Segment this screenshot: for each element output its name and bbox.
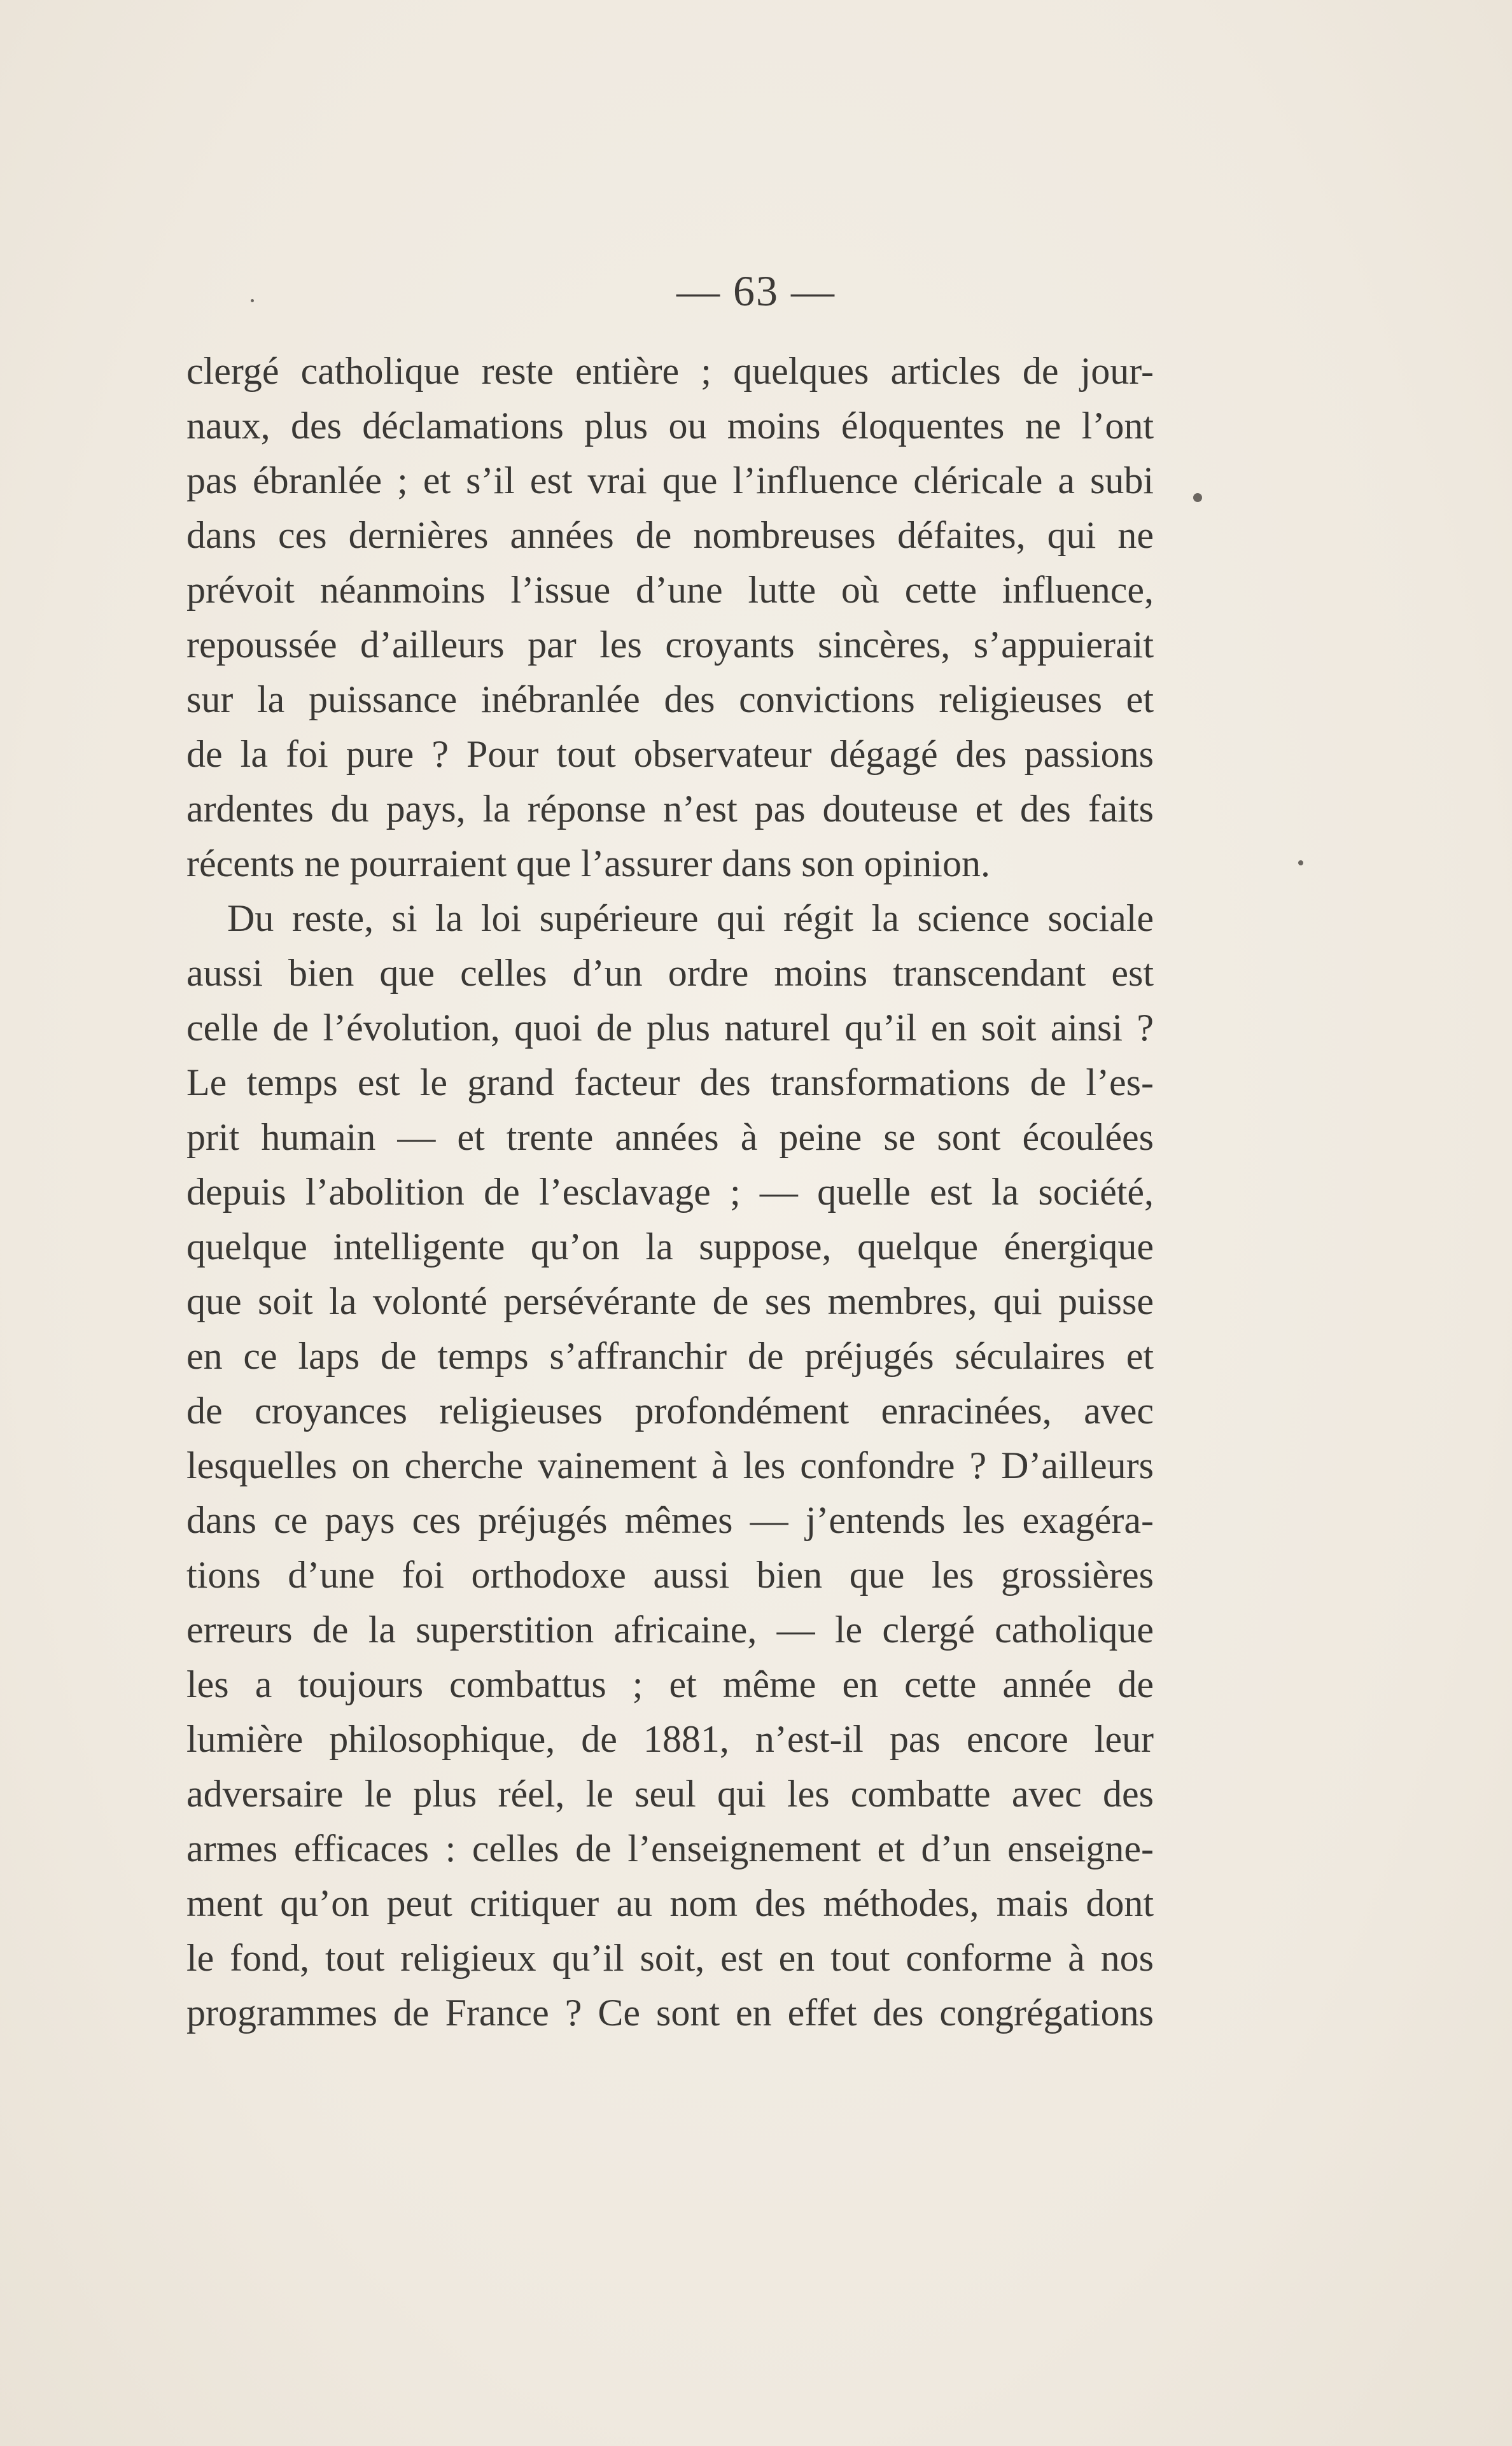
text-line: les a toujours combattus ; et même en cette année de bbox=[186, 1663, 1154, 1705]
text-line: aussi bien que celles d’un ordre moins transcendant est bbox=[186, 952, 1154, 994]
text-line: Le temps est le grand facteur des transformations de l’es- bbox=[186, 1061, 1154, 1103]
text-line: depuis l’abolition de l’esclavage ; — quelle est la société, bbox=[186, 1171, 1154, 1213]
text-line: prit humain — et trente années à peine se sont écoulées bbox=[186, 1116, 1154, 1158]
text-line: Du reste, si la loi supérieure qui régit la science sociale bbox=[227, 897, 1154, 939]
text-line: adversaire le plus réel, le seul qui les combatte avec des bbox=[186, 1773, 1154, 1815]
text-line: tions d’une foi orthodoxe aussi bien que les grossières bbox=[186, 1554, 1154, 1596]
paper-speck bbox=[251, 299, 254, 302]
text-line: en ce laps de temps s’affranchir de préjugés séculaires et bbox=[186, 1335, 1154, 1377]
text-line: ment qu’on peut critiquer au nom des méthodes, mais dont bbox=[186, 1882, 1154, 1924]
text-line: de croyances religieuses profondément enracinées, avec bbox=[186, 1390, 1154, 1432]
text-line: pas ébranlée ; et s’il est vrai que l’influence cléricale a subi bbox=[186, 459, 1154, 501]
text-line: armes efficaces : celles de l’enseignement et d’un enseigne- bbox=[186, 1828, 1154, 1869]
body-text bbox=[186, 344, 1154, 2040]
text-line: programmes de France ? Ce sont en effet des congrégations bbox=[186, 1992, 1154, 2034]
text-line: celle de l’évolution, quoi de plus naturel qu’il en soit ainsi ? bbox=[186, 1007, 1154, 1049]
text-line: prévoit néanmoins l’issue d’une lutte où cette influence, bbox=[186, 569, 1154, 611]
text-line: récents ne pourraient que l’assurer dans son opinion. bbox=[186, 842, 990, 884]
text-line: dans ce pays ces préjugés mêmes — j’entends les exagéra- bbox=[186, 1499, 1154, 1541]
text-line: de la foi pure ? Pour tout observateur dégagé des passions bbox=[186, 733, 1154, 775]
paper-speck bbox=[1193, 493, 1202, 502]
text-line: lesquelles on cherche vainement à les confondre ? D’ailleurs bbox=[186, 1444, 1154, 1486]
text-line: dans ces dernières années de nombreuses défaites, qui ne bbox=[186, 514, 1154, 556]
text-line: le fond, tout religieux qu’il soit, est en tout conforme à nos bbox=[186, 1937, 1154, 1979]
text-line: que soit la volonté persévérante de ses membres, qui puisse bbox=[186, 1280, 1154, 1322]
text-line: lumière philosophique, de 1881, n’est-il pas encore leur bbox=[186, 1718, 1154, 1760]
text-line: repoussée d’ailleurs par les croyants sincères, s’appuierait bbox=[186, 624, 1154, 666]
paper-speck bbox=[1298, 860, 1303, 865]
text-line: clergé catholique reste entière ; quelques articles de jour- bbox=[186, 350, 1154, 392]
text-line: quelque intelligente qu’on la suppose, quelque énergique bbox=[186, 1226, 1154, 1268]
text-line: ardentes du pays, la réponse n’est pas douteuse et des faits bbox=[186, 788, 1154, 830]
page-number: — 63 — bbox=[676, 267, 836, 315]
text-line: naux, des déclamations plus ou moins éloquentes ne l’ont bbox=[186, 405, 1154, 447]
text-line: erreurs de la superstition africaine, — le clergé catholique bbox=[186, 1609, 1154, 1651]
text-line: sur la puissance inébranlée des convictions religieuses et bbox=[186, 678, 1154, 720]
